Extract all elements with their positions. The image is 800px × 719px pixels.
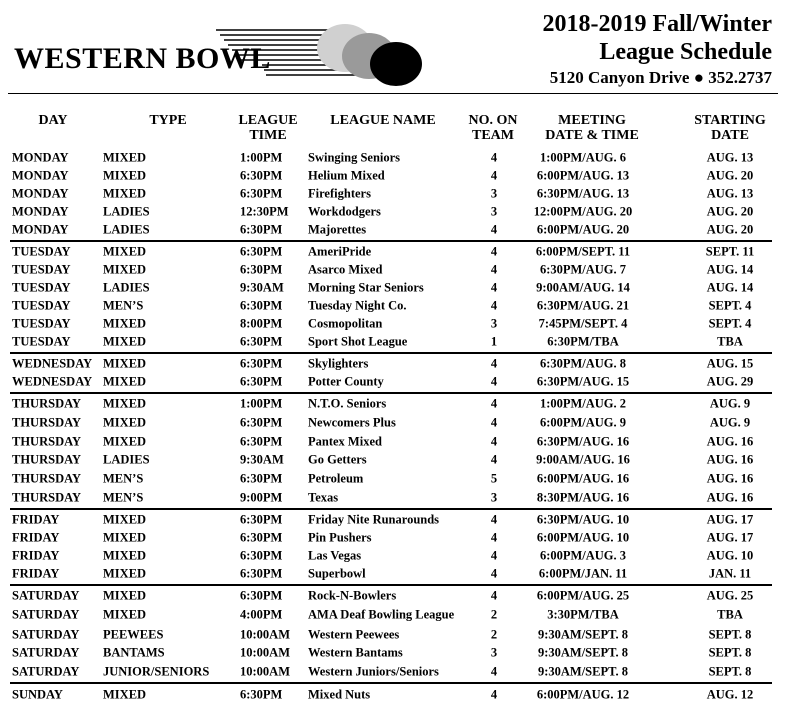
day-cell: SATURDAY bbox=[12, 645, 80, 660]
type-cell: MIXED bbox=[103, 316, 147, 331]
starting-date-cell: AUG. 20 bbox=[706, 204, 754, 219]
league-name-cell: Mixed Nuts bbox=[308, 687, 371, 701]
meeting-cell: 6:30PM/AUG. 21 bbox=[536, 298, 630, 313]
league-name-cell: Workdodgers bbox=[308, 204, 381, 219]
col-starting-label-1: STARTING bbox=[694, 113, 766, 128]
type-cell: MIXED bbox=[103, 374, 147, 389]
logo-text: WESTERN BOWL bbox=[14, 42, 271, 75]
table-row bbox=[10, 565, 772, 583]
starting-date-cell: AUG. 14 bbox=[706, 280, 754, 295]
day-cell: SUNDAY bbox=[12, 687, 63, 701]
type-cell: LADIES bbox=[103, 222, 150, 237]
day-cell: TUESDAY bbox=[12, 334, 71, 349]
type-cell: JUNIOR/SENIORS bbox=[103, 664, 210, 678]
meeting-cell: 9:30AM/SEPT. 8 bbox=[537, 645, 629, 660]
type-cell: MIXED bbox=[103, 566, 147, 581]
team-size-cell: 4 bbox=[490, 512, 498, 527]
type-cell: MEN’S bbox=[103, 490, 144, 505]
table-row bbox=[10, 587, 772, 605]
table-row bbox=[10, 413, 772, 433]
league-time-cell: 1:00PM bbox=[240, 396, 283, 411]
meeting-cell: 3:30PM/TBA bbox=[547, 607, 619, 622]
league-name-cell: Helium Mixed bbox=[308, 168, 385, 183]
starting-date-cell: AUG. 29 bbox=[706, 374, 754, 389]
day-cell: WEDNESDAY bbox=[12, 374, 93, 389]
team-size-cell: 4 bbox=[490, 396, 498, 411]
table-row bbox=[10, 279, 772, 297]
team-size-cell: 4 bbox=[490, 356, 498, 371]
starting-date-cell: SEPT. 4 bbox=[708, 316, 752, 331]
type-cell: MIXED bbox=[103, 607, 147, 622]
league-name-cell: Texas bbox=[308, 490, 339, 505]
team-size-cell: 4 bbox=[490, 530, 498, 545]
league-name-cell: Potter County bbox=[308, 374, 384, 389]
day-cell: MONDAY bbox=[12, 222, 69, 237]
team-size-cell: 4 bbox=[490, 687, 498, 701]
team-size-cell: 1 bbox=[490, 334, 498, 349]
meeting-cell: 8:30PM/AUG. 16 bbox=[536, 490, 630, 505]
starting-date-cell: AUG. 17 bbox=[706, 512, 754, 527]
league-time-cell: 6:30PM bbox=[240, 512, 283, 527]
team-size-cell: 4 bbox=[490, 566, 498, 581]
meeting-cell: 6:00PM/AUG. 16 bbox=[536, 471, 630, 486]
league-name-cell: Las Vegas bbox=[308, 548, 362, 563]
starting-date-cell: AUG. 9 bbox=[709, 415, 751, 430]
league-time-cell: 10:00AM bbox=[240, 645, 290, 660]
meeting-cell: 9:00AM/AUG. 14 bbox=[536, 280, 630, 295]
title-block bbox=[542, 10, 772, 88]
team-size-cell: 5 bbox=[490, 471, 498, 486]
meeting-cell: 7:45PM/SEPT. 4 bbox=[538, 316, 628, 331]
type-cell: MEN’S bbox=[103, 471, 144, 486]
table-row bbox=[10, 221, 772, 239]
type-cell: MIXED bbox=[103, 530, 147, 545]
starting-date-cell: SEPT. 8 bbox=[708, 645, 752, 660]
starting-date-cell: SEPT. 4 bbox=[708, 298, 752, 313]
team-size-cell: 4 bbox=[490, 374, 498, 389]
type-cell: MIXED bbox=[103, 415, 147, 430]
league-name-cell: Go Getters bbox=[308, 452, 367, 467]
day-cell: FRIDAY bbox=[12, 512, 60, 527]
team-size-cell: 4 bbox=[490, 150, 498, 165]
meeting-cell: 6:30PM/AUG. 8 bbox=[539, 356, 627, 371]
col-league-time-header bbox=[238, 113, 298, 143]
starting-date-cell: JAN. 11 bbox=[708, 566, 752, 581]
league-time-cell: 8:00PM bbox=[240, 316, 283, 331]
table-row bbox=[10, 433, 772, 451]
league-time-cell: 6:30PM bbox=[240, 687, 283, 701]
starting-date-cell: AUG. 17 bbox=[706, 530, 754, 545]
league-time-cell: 6:30PM bbox=[240, 262, 283, 277]
table-row bbox=[10, 243, 772, 261]
day-cell: THURSDAY bbox=[12, 415, 82, 430]
address-phone: 5120 Canyon Drive ● 352.2737 bbox=[549, 68, 772, 87]
league-name-cell: Friday Nite Runarounds bbox=[308, 512, 440, 527]
col-day-header bbox=[38, 113, 68, 128]
col-league-time-label-1: LEAGUE bbox=[238, 113, 298, 128]
league-time-cell: 6:30PM bbox=[240, 186, 283, 201]
league-time-cell: 12:30PM bbox=[240, 204, 289, 219]
team-size-cell: 4 bbox=[490, 222, 498, 237]
col-type-header bbox=[148, 113, 188, 128]
schedule-title: League Schedule bbox=[599, 39, 772, 65]
type-cell: LADIES bbox=[103, 204, 150, 219]
league-time-cell: 9:00PM bbox=[240, 490, 283, 505]
team-size-cell: 3 bbox=[490, 186, 498, 201]
day-group-divider bbox=[10, 508, 772, 510]
day-cell: THURSDAY bbox=[12, 490, 82, 505]
league-name-cell: Superbowl bbox=[308, 566, 366, 581]
league-name-cell: Pin Pushers bbox=[308, 530, 372, 545]
starting-date-cell: AUG. 16 bbox=[706, 434, 754, 449]
type-cell: MIXED bbox=[103, 168, 147, 183]
meeting-cell: 6:00PM/AUG. 10 bbox=[536, 530, 630, 545]
type-cell: MIXED bbox=[103, 356, 147, 371]
league-time-cell: 1:00PM bbox=[240, 150, 283, 165]
league-time-cell: 6:30PM bbox=[240, 471, 283, 486]
day-cell: SATURDAY bbox=[12, 588, 80, 603]
starting-date-cell: AUG. 16 bbox=[706, 452, 754, 467]
league-name-cell: Newcomers Plus bbox=[308, 415, 396, 430]
league-name-cell: Western Juniors/Seniors bbox=[308, 664, 439, 678]
starting-date-cell: AUG. 16 bbox=[706, 490, 754, 505]
league-time-cell: 6:30PM bbox=[240, 434, 283, 449]
meeting-cell: 6:00PM/JAN. 11 bbox=[538, 566, 628, 581]
starting-date-cell: SEPT. 11 bbox=[705, 244, 755, 259]
starting-date-cell: AUG. 14 bbox=[706, 262, 754, 277]
starting-date-cell: AUG. 9 bbox=[709, 396, 751, 411]
league-schedule-table bbox=[10, 149, 772, 704]
day-cell: THURSDAY bbox=[12, 452, 82, 467]
meeting-cell: 1:00PM/AUG. 6 bbox=[539, 150, 627, 165]
league-name-cell: Asarco Mixed bbox=[308, 262, 383, 277]
league-time-cell: 6:30PM bbox=[240, 374, 283, 389]
col-day-label: DAY bbox=[38, 113, 68, 128]
team-size-cell: 4 bbox=[490, 244, 498, 259]
type-cell: LADIES bbox=[103, 280, 150, 295]
league-name-cell: Petroleum bbox=[308, 471, 364, 486]
team-size-cell: 4 bbox=[490, 415, 498, 430]
league-name-cell: Firefighters bbox=[308, 186, 371, 201]
table-row bbox=[10, 489, 772, 507]
starting-date-cell: AUG. 16 bbox=[706, 471, 754, 486]
league-time-cell: 6:30PM bbox=[240, 244, 283, 259]
type-cell: BANTAMS bbox=[103, 645, 165, 660]
team-size-cell: 3 bbox=[490, 316, 498, 331]
meeting-cell: 12:00PM/AUG. 20 bbox=[533, 204, 633, 219]
league-name-cell: AMA Deaf Bowling League bbox=[308, 607, 455, 622]
meeting-cell: 6:00PM/AUG. 13 bbox=[536, 168, 630, 183]
type-cell: PEEWEES bbox=[103, 627, 164, 641]
table-row bbox=[10, 644, 772, 662]
col-starting-label-2: DATE bbox=[711, 128, 749, 143]
table-row bbox=[10, 625, 772, 644]
league-time-cell: 9:30AM bbox=[240, 452, 284, 467]
meeting-cell: 6:00PM/AUG. 9 bbox=[539, 415, 627, 430]
league-time-cell: 6:30PM bbox=[240, 222, 283, 237]
day-cell: FRIDAY bbox=[12, 548, 60, 563]
meeting-cell: 6:00PM/AUG. 12 bbox=[536, 687, 630, 701]
table-row bbox=[10, 333, 772, 351]
day-cell: WEDNESDAY bbox=[12, 356, 93, 371]
day-group-divider bbox=[10, 352, 772, 354]
schedule-season-title: 2018-2019 Fall/Winter bbox=[542, 11, 772, 37]
league-time-cell: 10:00AM bbox=[240, 627, 290, 641]
table-row bbox=[10, 373, 772, 391]
col-team-label-1: NO. ON bbox=[468, 113, 518, 128]
day-cell: TUESDAY bbox=[12, 280, 71, 295]
team-size-cell: 4 bbox=[490, 280, 498, 295]
col-league-name-header bbox=[328, 113, 438, 128]
day-cell: FRIDAY bbox=[12, 566, 60, 581]
col-meeting-label-2: DATE & TIME bbox=[545, 128, 639, 143]
meeting-cell: 6:00PM/SEPT. 11 bbox=[535, 244, 631, 259]
meeting-cell: 6:30PM/AUG. 10 bbox=[536, 512, 630, 527]
league-time-cell: 6:30PM bbox=[240, 334, 283, 349]
league-time-cell: 9:30AM bbox=[240, 280, 284, 295]
col-league-time-label-2: TIME bbox=[249, 128, 287, 143]
league-name-cell: Western Bantams bbox=[308, 645, 403, 660]
day-cell: MONDAY bbox=[12, 150, 69, 165]
league-name-cell: Skylighters bbox=[308, 356, 369, 371]
day-cell: TUESDAY bbox=[12, 316, 71, 331]
league-name-cell: Morning Star Seniors bbox=[308, 280, 424, 295]
col-meeting-header bbox=[542, 113, 642, 143]
league-time-cell: 6:30PM bbox=[240, 168, 283, 183]
table-row bbox=[10, 395, 772, 413]
meeting-cell: 6:30PM/AUG. 16 bbox=[536, 434, 630, 449]
team-size-cell: 4 bbox=[490, 588, 498, 603]
league-name-cell: Sport Shot League bbox=[308, 334, 408, 349]
team-size-cell: 4 bbox=[490, 168, 498, 183]
starting-date-cell: AUG. 10 bbox=[706, 548, 754, 563]
meeting-cell: 6:30PM/AUG. 7 bbox=[539, 262, 627, 277]
day-cell: MONDAY bbox=[12, 168, 69, 183]
type-cell: MIXED bbox=[103, 334, 147, 349]
table-row bbox=[10, 469, 772, 489]
meeting-cell: 6:30PM/AUG. 13 bbox=[536, 186, 630, 201]
team-size-cell: 3 bbox=[490, 204, 498, 219]
league-name-cell: N.T.O. Seniors bbox=[308, 396, 387, 411]
starting-date-cell: AUG. 13 bbox=[706, 186, 754, 201]
header-divider bbox=[8, 93, 778, 94]
starting-date-cell: AUG. 13 bbox=[706, 150, 754, 165]
table-row bbox=[10, 315, 772, 333]
league-time-cell: 6:30PM bbox=[240, 415, 283, 430]
meeting-cell: 1:00PM/AUG. 2 bbox=[539, 396, 627, 411]
league-time-cell: 6:30PM bbox=[240, 530, 283, 545]
col-meeting-label-1: MEETING bbox=[558, 113, 626, 128]
team-size-cell: 4 bbox=[490, 298, 498, 313]
table-row bbox=[10, 529, 772, 547]
team-size-cell: 3 bbox=[490, 490, 498, 505]
day-cell: SATURDAY bbox=[12, 627, 80, 641]
league-name-cell: Tuesday Night Co. bbox=[308, 298, 407, 313]
meeting-cell: 6:30PM/TBA bbox=[547, 334, 619, 349]
league-time-cell: 6:30PM bbox=[240, 588, 283, 603]
league-name-cell: Rock-N-Bowlers bbox=[308, 588, 397, 603]
starting-date-cell: AUG. 20 bbox=[706, 168, 754, 183]
league-name-cell: Western Peewees bbox=[308, 627, 400, 641]
league-time-cell: 6:30PM bbox=[240, 356, 283, 371]
table-row bbox=[10, 149, 772, 167]
col-type-label: TYPE bbox=[149, 113, 187, 128]
team-size-cell: 4 bbox=[490, 434, 498, 449]
league-time-cell: 6:30PM bbox=[240, 566, 283, 581]
type-cell: MIXED bbox=[103, 548, 147, 563]
day-cell: THURSDAY bbox=[12, 471, 82, 486]
league-name-cell: Pantex Mixed bbox=[308, 434, 382, 449]
type-cell: MIXED bbox=[103, 244, 147, 259]
team-size-cell: 2 bbox=[490, 627, 498, 641]
league-name-cell: Swinging Seniors bbox=[308, 150, 401, 165]
type-cell: MIXED bbox=[103, 396, 147, 411]
day-cell: TUESDAY bbox=[12, 262, 71, 277]
day-group-divider bbox=[10, 240, 772, 242]
col-team-label-2: TEAM bbox=[472, 128, 514, 143]
col-league-name-label: LEAGUE NAME bbox=[330, 113, 436, 128]
meeting-cell: 9:30AM/SEPT. 8 bbox=[537, 627, 629, 641]
table-row bbox=[10, 185, 772, 203]
day-cell: SATURDAY bbox=[12, 664, 80, 678]
meeting-cell: 6:00PM/AUG. 20 bbox=[536, 222, 630, 237]
table-row bbox=[10, 297, 772, 315]
starting-date-cell: AUG. 20 bbox=[706, 222, 754, 237]
meeting-cell: 6:30PM/AUG. 15 bbox=[536, 374, 630, 389]
day-cell: THURSDAY bbox=[12, 434, 82, 449]
day-group-divider bbox=[10, 392, 772, 394]
starting-date-cell: SEPT. 8 bbox=[708, 627, 752, 641]
type-cell: MEN’S bbox=[103, 298, 144, 313]
team-size-cell: 3 bbox=[490, 645, 498, 660]
day-cell: TUESDAY bbox=[12, 244, 71, 259]
team-size-cell: 4 bbox=[490, 548, 498, 563]
type-cell: MIXED bbox=[103, 150, 147, 165]
league-time-cell: 10:00AM bbox=[240, 664, 290, 678]
meeting-cell: 9:00AM/AUG. 16 bbox=[536, 452, 630, 467]
type-cell: MIXED bbox=[103, 512, 147, 527]
type-cell: MIXED bbox=[103, 186, 147, 201]
league-time-cell: 6:30PM bbox=[240, 548, 283, 563]
starting-date-cell: AUG. 15 bbox=[706, 356, 754, 371]
day-cell: SATURDAY bbox=[12, 607, 80, 622]
table-row bbox=[10, 355, 772, 373]
day-cell: FRIDAY bbox=[12, 530, 60, 545]
meeting-cell: 6:00PM/AUG. 25 bbox=[536, 588, 630, 603]
starting-date-cell: TBA bbox=[717, 334, 743, 349]
day-cell: TUESDAY bbox=[12, 298, 71, 313]
day-group-divider bbox=[10, 682, 772, 684]
day-cell: MONDAY bbox=[12, 186, 69, 201]
col-starting-header bbox=[688, 113, 772, 143]
table-row bbox=[10, 511, 772, 529]
starting-date-cell: TBA bbox=[717, 607, 743, 622]
team-size-cell: 4 bbox=[490, 664, 498, 678]
type-cell: MIXED bbox=[103, 434, 147, 449]
starting-date-cell: AUG. 25 bbox=[706, 588, 754, 603]
meeting-cell: 6:00PM/AUG. 3 bbox=[539, 548, 627, 563]
starting-date-cell: AUG. 12 bbox=[706, 687, 754, 701]
day-group-divider bbox=[10, 584, 772, 586]
table-row bbox=[10, 203, 772, 221]
table-row bbox=[10, 261, 772, 279]
day-cell: THURSDAY bbox=[12, 396, 82, 411]
table-row bbox=[10, 547, 772, 565]
table-row bbox=[10, 662, 772, 681]
starting-date-cell: SEPT. 8 bbox=[708, 664, 752, 678]
table-row bbox=[10, 451, 772, 469]
type-cell: MIXED bbox=[103, 262, 147, 277]
league-name-cell: Cosmopolitan bbox=[308, 316, 383, 331]
team-size-cell: 4 bbox=[490, 262, 498, 277]
league-time-cell: 4:00PM bbox=[240, 607, 283, 622]
day-cell: MONDAY bbox=[12, 204, 69, 219]
team-size-cell: 2 bbox=[490, 607, 498, 622]
league-time-cell: 6:30PM bbox=[240, 298, 283, 313]
league-name-cell: AmeriPride bbox=[308, 244, 372, 259]
type-cell: MIXED bbox=[103, 687, 147, 701]
type-cell: LADIES bbox=[103, 452, 150, 467]
team-size-cell: 4 bbox=[490, 452, 498, 467]
type-cell: MIXED bbox=[103, 588, 147, 603]
black-ball bbox=[370, 42, 422, 86]
league-name-cell: Majorettes bbox=[308, 222, 367, 237]
table-row bbox=[10, 167, 772, 185]
table-row bbox=[10, 685, 772, 704]
col-team-header bbox=[466, 113, 520, 143]
meeting-cell: 9:30AM/SEPT. 8 bbox=[537, 664, 629, 678]
table-row bbox=[10, 605, 772, 625]
